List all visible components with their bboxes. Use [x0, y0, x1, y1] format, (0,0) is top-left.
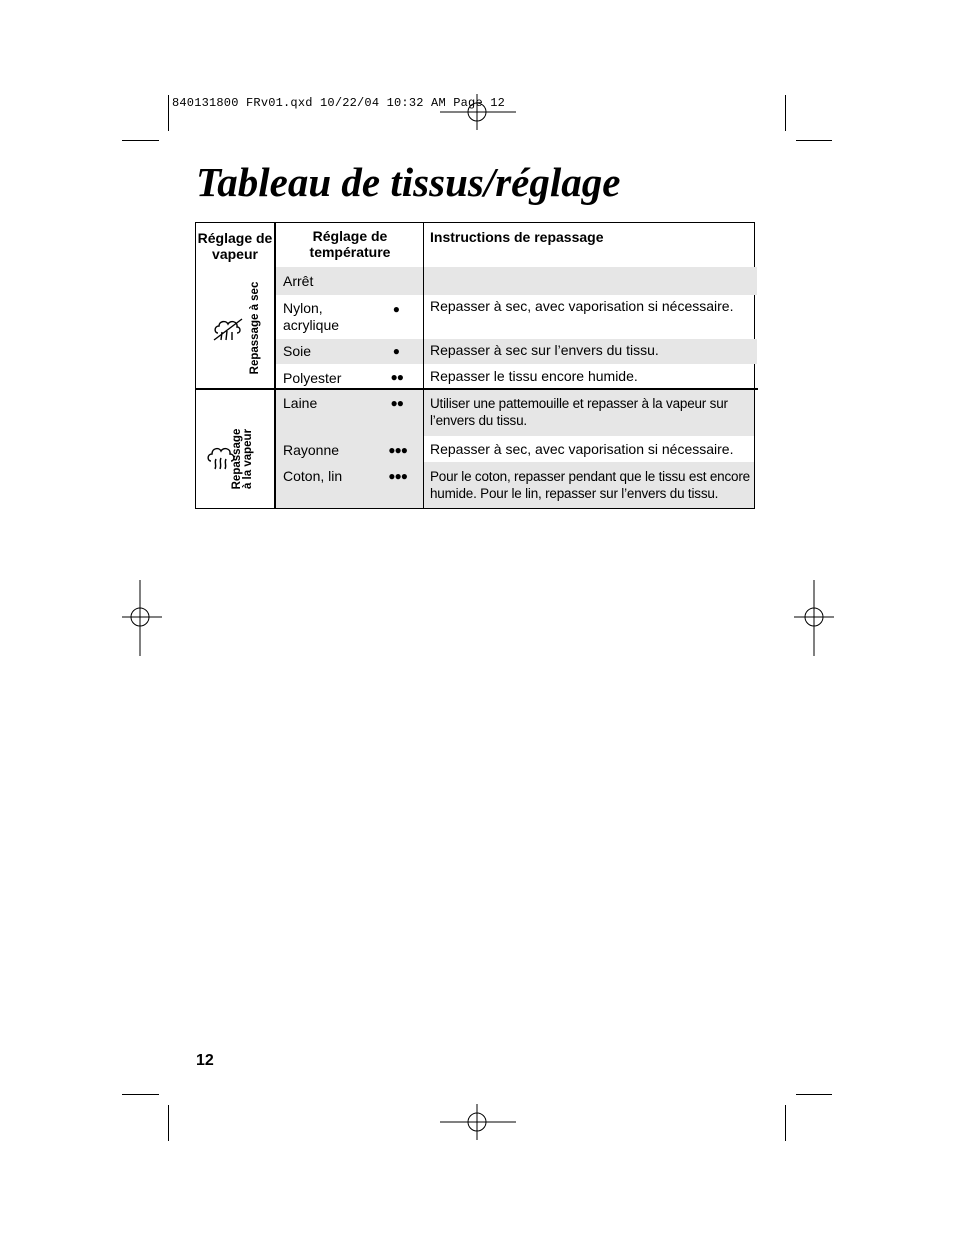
column-divider [274, 223, 276, 508]
crop-mark [785, 95, 786, 131]
crop-mark [168, 1105, 169, 1141]
fabric-name: Coton, lin [283, 468, 343, 484]
temperature-dots: ●●● [388, 443, 407, 457]
fabric-name: Soie [283, 343, 312, 359]
crop-mark [796, 140, 832, 141]
shaded-band [424, 267, 757, 295]
crosshair-registration-icon [794, 580, 834, 656]
page-number: 12 [196, 1052, 214, 1069]
instruction-line: Utiliser une pattemouille et repasser à la vapeur sur [430, 396, 728, 411]
instruction-line: humide. Pour le lin, repasser sur l’envers du tissu. [430, 486, 719, 501]
crop-mark [785, 1105, 786, 1141]
no-steam-icon [212, 315, 244, 343]
crop-mark [122, 140, 159, 141]
temperature-dots: ●● [390, 396, 403, 410]
ironing-instruction [430, 468, 750, 502]
crosshair-registration-icon [440, 90, 516, 130]
ironing-instruction [430, 395, 728, 429]
header-steam-label: Réglage de vapeur [197, 230, 273, 262]
page-title: Tableau de tissus/réglage [196, 159, 621, 205]
column-divider [423, 223, 424, 508]
ironing-instruction: Repasser le tissu encore humide. [430, 368, 638, 384]
temperature-dots: ● [392, 302, 399, 316]
steam-icon [206, 443, 236, 471]
group-label-dry: Repassage à sec [249, 281, 261, 375]
header-steam-setting [196, 230, 274, 262]
crop-mark [796, 1094, 832, 1095]
temperature-dots: ● [392, 344, 399, 358]
ironing-instruction: Repasser à sec sur l’envers du tissu. [430, 342, 659, 358]
fabric-name: Rayonne [283, 442, 340, 458]
temperature-dots: ●●● [388, 469, 407, 483]
group-divider [196, 388, 758, 390]
group-label-steam-line1: Repassage [231, 428, 243, 490]
instruction-line: Pour le coton, repasser pendant que le tissu est encore [430, 469, 750, 484]
crop-mark [122, 1094, 159, 1095]
fabric-name-line: Nylon, [283, 300, 323, 316]
fabric-name: Laine [283, 395, 318, 411]
header-ironing-instructions: Instructions de repassage [430, 229, 604, 245]
fabric-name [283, 300, 339, 334]
fabric-name: Arrêt [283, 273, 314, 289]
ironing-instruction: Repasser à sec, avec vaporisation si nécessaire. [430, 441, 734, 457]
printer-slug: 840131800 FRv01.qxd 10/22/04 10:32 AM Page 12 [172, 96, 506, 110]
ironing-instruction: Repasser à sec, avec vaporisation si nécessaire. [430, 298, 734, 314]
temperature-dots: ●● [390, 370, 403, 384]
header-temp-label: Réglage de température [309, 228, 391, 260]
crosshair-registration-icon [122, 580, 162, 656]
fabric-name-line: acrylique [283, 317, 340, 333]
crop-mark [168, 95, 169, 131]
fabric-name: Polyester [283, 370, 342, 386]
instruction-line: l’envers du tissu. [430, 413, 527, 428]
crosshair-registration-icon [440, 1104, 516, 1144]
fabric-settings-table [195, 222, 755, 509]
header-temperature-setting [294, 228, 406, 260]
group-label-steam-line2: à la vapeur [242, 428, 254, 490]
